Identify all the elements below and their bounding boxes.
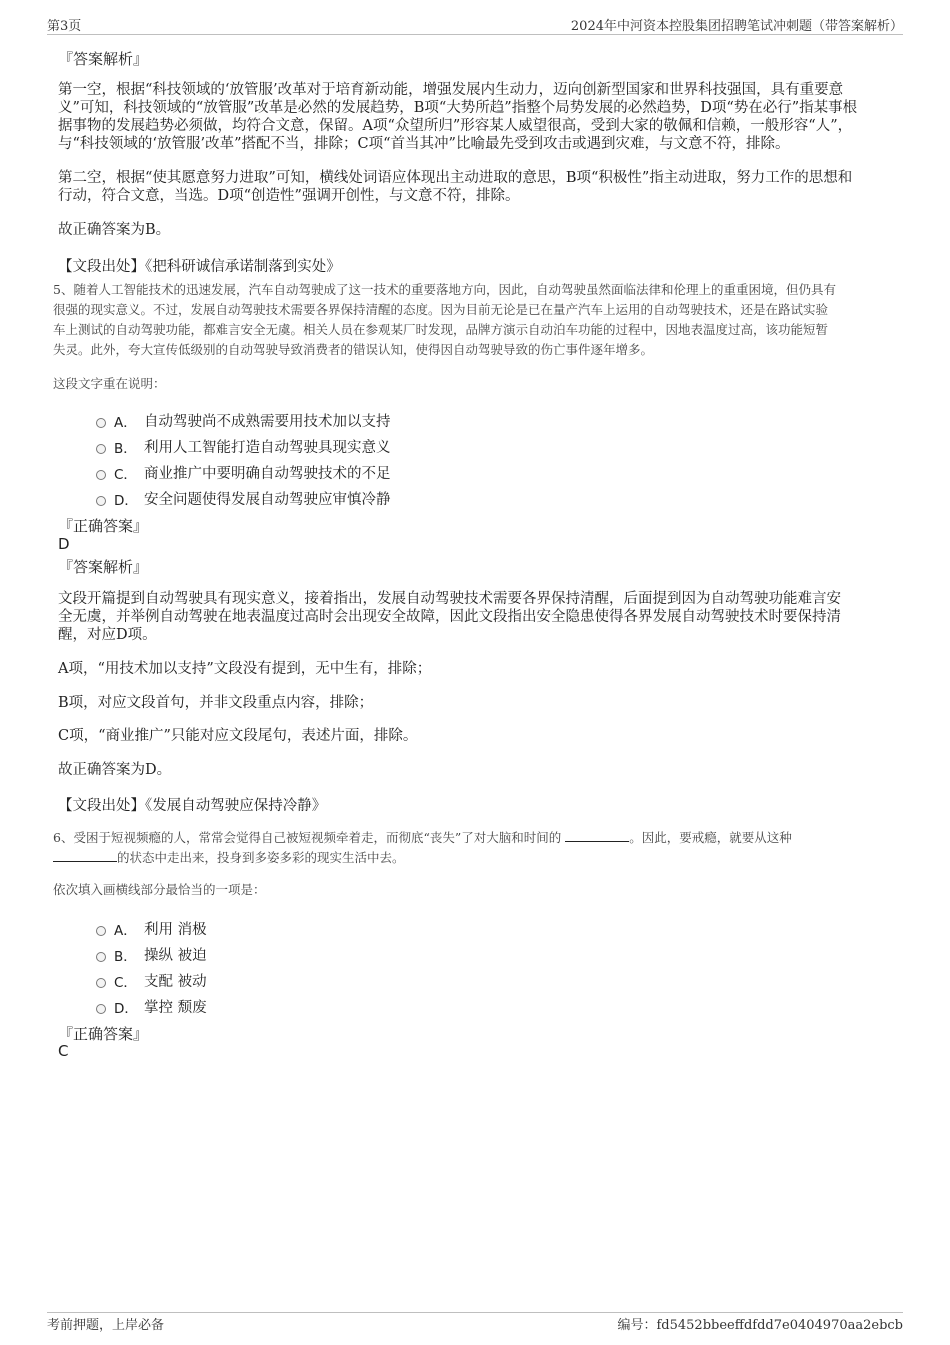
q5-option-c-analysis: C项，“商业推广”只能对应文段尾句，表述片面，排除。 xyxy=(58,728,418,744)
option-letter: D． xyxy=(114,492,138,509)
q4-source: 【文段出处】《把科研诚信承诺制落到实处》 xyxy=(58,259,341,275)
option-text: 安全问题使得发展自动驾驶应审慎冷静 xyxy=(144,492,391,508)
radio-button-icon[interactable] xyxy=(96,1004,106,1014)
option-text: 自动驾驶尚不成熟需要用技术加以支持 xyxy=(144,414,391,430)
radio-button-icon[interactable] xyxy=(96,978,106,988)
q5-option-a-analysis: A项，“用技术加以支持”文段没有提到，无中生有，排除； xyxy=(58,661,432,677)
text-line: 5、随着人工智能技术的迅速发展，汽车自动驾驶成了这一技术的重要落地方向，因此，自动驾驶虽然面临法律和伦理上的重重困境，但仍具有 xyxy=(53,282,836,297)
radio-button-icon[interactable] xyxy=(96,470,106,480)
q5-stem xyxy=(53,280,903,360)
fill-blank-2 xyxy=(53,849,117,862)
q6-correct-label: 『正确答案』 xyxy=(58,1025,149,1043)
q6-option-d[interactable] xyxy=(96,996,207,1017)
page-footer xyxy=(47,1312,903,1333)
q5-option-b[interactable] xyxy=(96,436,391,457)
option-letter: A． xyxy=(114,922,137,939)
page-number: 第3页 xyxy=(47,19,82,34)
document-id: 编号：fd5452bbeeffdfdd7e0404970aa2ebcb xyxy=(617,1318,903,1333)
text-line: 第一空，根据“科技领域的‘放管服’改革对于培育新动能，增强发展内生动力，迈向创新型国家和世界科技强国，具有重要意 xyxy=(58,82,844,98)
text-line: 失灵。此外，夸大宣传低级别的自动驾驶导致消费者的错误认知，使得因自动驾驶导致的伤亡事件逐年增多。 xyxy=(53,342,654,357)
text-line: 车上测试的自动驾驶功能，都难言安全无虞。相关人员在参观某厂时发现，品牌方演示自动泊车功能的过程中，因地表温度过高，该功能短暂 xyxy=(53,322,829,337)
option-text: 操纵 被迫 xyxy=(144,948,207,964)
radio-button-icon[interactable] xyxy=(96,418,106,428)
text-line: 第二空，根据“使其愿意努力进取”可知，横线处词语应体现出主动进取的意思，B项“积极性”指主动进取，努力工作的思想和 xyxy=(58,170,853,186)
q5-option-c[interactable] xyxy=(96,462,391,483)
q5-correct-label: 『正确答案』 xyxy=(58,517,149,535)
stem-text: 6、受困于短视频瘾的人，常常会觉得自己被短视频牵着走，而彻底“丧失”了对大脑和时间的 xyxy=(53,830,562,845)
q5-prompt: 这段文字重在说明： xyxy=(53,376,166,391)
q5-conclusion: 故正确答案为D。 xyxy=(58,762,172,778)
document-title: 2024年中河资本控股集团招聘笔试冲刺题（带答案解析） xyxy=(570,19,903,34)
q4-conclusion: 故正确答案为B。 xyxy=(58,222,171,238)
q5-option-b-analysis: B项，对应文段首句，并非文段重点内容，排除； xyxy=(58,695,374,711)
text-line: 全无虞，并举例自动驾驶在地表温度过高时会出现安全故障，因此文段指出安全隐患使得各界发展自动驾驶技术时要保持清 xyxy=(58,609,841,625)
text-line: 文段开篇提到自动驾驶具有现实意义，接着指出，发展自动驾驶技术需要各界保持清醒，后面提到因为自动驾驶功能难言安 xyxy=(58,591,841,607)
option-text: 掌控 颓废 xyxy=(144,1000,207,1016)
text-line: 据事物的发展趋势必须做，均符合文意，保留。A项“众望所归”形容某人威望很高，受到大家的敬佩和信赖，一般形容“人”， xyxy=(58,118,853,134)
text-line: 很强的现实意义。不过，发展自动驾驶技术需要各界保持清醒的态度。因为目前无论是已在量产汽车上运用的自动驾驶技术，还是在路试实验 xyxy=(53,302,829,317)
q6-option-b[interactable] xyxy=(96,944,207,965)
option-text: 商业推广中要明确自动驾驶技术的不足 xyxy=(144,466,391,482)
text-line: 醒，对应D项。 xyxy=(58,627,157,643)
option-letter: B． xyxy=(114,948,137,965)
radio-button-icon[interactable] xyxy=(96,496,106,506)
page-header xyxy=(47,14,903,35)
radio-button-icon[interactable] xyxy=(96,926,106,936)
radio-button-icon[interactable] xyxy=(96,444,106,454)
option-text: 利用人工智能打造自动驾驶具现实意义 xyxy=(144,440,391,456)
text-line: 与“科技领域的‘放管服’改革”搭配不当，排除；C项“首当其冲”比喻最先受到攻击或遇到灾难，与文意不符，排除。 xyxy=(58,136,790,152)
q6-prompt: 依次填入画横线部分最恰当的一项是： xyxy=(53,882,266,897)
q5-source: 【文段出处】《发展自动驾驶应保持冷静》 xyxy=(58,798,327,814)
option-letter: B． xyxy=(114,440,137,457)
q6-stem xyxy=(53,828,903,868)
q5-option-d[interactable] xyxy=(96,488,391,509)
q6-correct-answer: C xyxy=(58,1042,69,1060)
q4-analysis-label: 『答案解析』 xyxy=(58,50,149,68)
option-letter: C． xyxy=(114,466,137,483)
radio-button-icon[interactable] xyxy=(96,952,106,962)
option-letter: C． xyxy=(114,974,137,991)
option-letter: D． xyxy=(114,1000,138,1017)
option-text: 利用 消极 xyxy=(144,922,207,938)
option-text: 支配 被动 xyxy=(144,974,207,990)
text-line: 行动，符合文意，当选。D项“创造性”强调开创性，与文意不符，排除。 xyxy=(58,188,520,204)
q5-analysis-label: 『答案解析』 xyxy=(58,558,149,576)
q6-option-a[interactable] xyxy=(96,918,207,939)
q5-analysis-paragraph xyxy=(58,590,898,644)
text-line xyxy=(53,828,903,848)
text-line xyxy=(53,848,903,868)
option-letter: A． xyxy=(114,414,137,431)
footer-slogan: 考前押题，上岸必备 xyxy=(47,1318,165,1333)
text-line: 义”可知，科技领域的“放管服”改革是必然的发展趋势，B项“大势所趋”指整个局势发展的必然趋势，D项“势在必行”指某事根 xyxy=(58,100,858,116)
q5-option-a[interactable] xyxy=(96,410,391,431)
stem-text: 。因此，要戒瘾，就要从这种 xyxy=(629,830,792,845)
q6-option-c[interactable] xyxy=(96,970,207,991)
fill-blank-1 xyxy=(565,829,629,842)
stem-text: 的状态中走出来，投身到多姿多彩的现实生活中去。 xyxy=(117,850,405,865)
q4-analysis-paragraph-2 xyxy=(58,169,898,205)
q5-correct-answer: D xyxy=(58,535,70,553)
q4-analysis-paragraph-1 xyxy=(58,81,898,153)
